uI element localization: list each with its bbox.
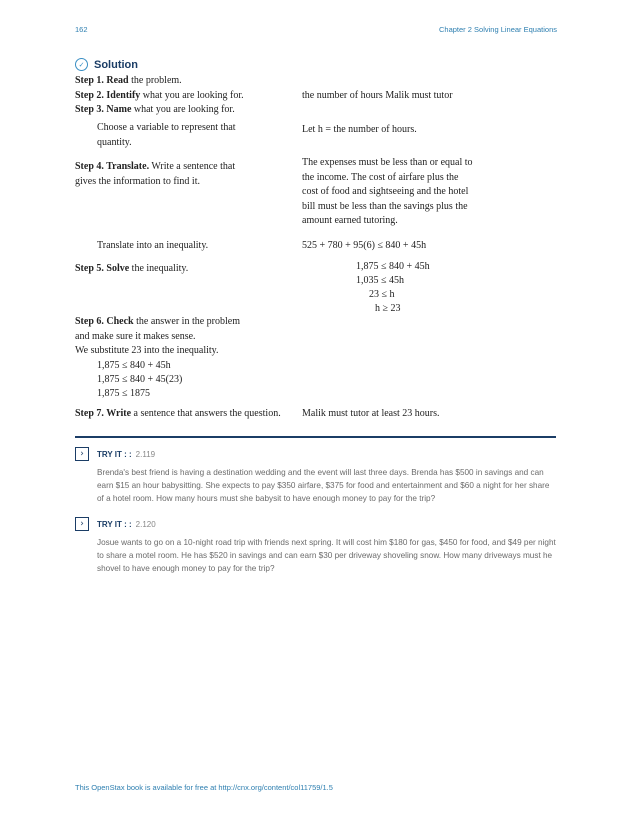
- check-circle-icon: ✓: [75, 58, 88, 71]
- step-2-answer: the number of hours Malik must tutor: [302, 90, 453, 101]
- try-it-label: TRY IT : :: [97, 449, 132, 459]
- solution-title: Solution: [94, 58, 138, 71]
- chapter-title: Chapter 2 Solving Linear Equations: [439, 25, 557, 34]
- step-4-answer: The expenses must be less than or equal to the income. The cost of airfare plus the cost of food and sightseeing and the hotel bill must be less than the savings plus the amount earned tutoring.: [302, 157, 473, 226]
- try-it-2-120-heading: [75, 517, 156, 531]
- step-3: Step 3. Name what you are looking for.: [75, 104, 235, 115]
- step-3-sub: Choose a variable to represent that quantity.: [97, 122, 236, 148]
- footer-link[interactable]: This OpenStax book is available for free at http://cnx.org/content/col11759/1.5: [75, 783, 333, 792]
- step-5-line-1: 1,875 ≤ 840 + 45h: [356, 261, 430, 272]
- solution-heading: [75, 58, 138, 71]
- page-number: 162: [75, 25, 88, 34]
- step-7-answer: Malik must tutor at least 23 hours.: [302, 408, 440, 419]
- step-5-line-4: h ≥ 23: [375, 303, 401, 314]
- step-5-line-2: 1,035 ≤ 45h: [356, 275, 404, 286]
- chevron-right-icon: ›: [75, 447, 89, 461]
- step-5-line-3: 23 ≤ h: [369, 289, 395, 300]
- step-2: Step 2. Identify what you are looking for.: [75, 90, 244, 101]
- exercise-number: 2.120: [135, 519, 156, 529]
- translate-label: Translate into an inequality.: [97, 240, 209, 251]
- try-it-2-119-heading: [75, 447, 155, 461]
- step-6-line-1: 1,875 ≤ 840 + 45h: [97, 360, 171, 371]
- chevron-right-icon: ›: [75, 517, 89, 531]
- step-6-line-3: 1,875 ≤ 1875: [97, 388, 150, 399]
- step-5: Step 5. Solve the inequality.: [75, 263, 189, 274]
- step-6: Step 6. Check the answer in the problem and make sure it makes sense. We substitute 23 into the inequality.: [75, 316, 240, 356]
- try-it-2-120-text: Josue wants to go on a 10-night road trip with friends next spring. It will cost him $180 for gas, $450 for food, and $49 per night to share a motel room. He has $520 in savings and can earn $30 per driveway shoveling snow. How many driveways must he shovel to have enough money to pay for the trip?: [97, 538, 556, 573]
- step-7: Step 7. Write a sentence that answers the question.: [75, 408, 281, 419]
- try-it-label: TRY IT : :: [97, 519, 132, 529]
- exercise-number: 2.119: [135, 449, 156, 459]
- section-divider: [75, 436, 556, 438]
- step-1: Step 1. Read the problem.: [75, 75, 182, 86]
- step-4: Step 4. Translate. Write a sentence that gives the information to find it.: [75, 161, 236, 187]
- translate-equation: 525 + 780 + 95(6) ≤ 840 + 45h: [302, 240, 427, 251]
- step-6-line-2: 1,875 ≤ 840 + 45(23): [97, 374, 183, 385]
- step-3-answer: Let h = the number of hours.: [302, 124, 417, 135]
- try-it-2-119-text: Brenda's best friend is having a destination wedding and the event will last three days. Brenda has $500 in savings and can earn $15 an hour babysitting. She expects to pay $350 airfare, $375 for food and entertainment and $60 a night for her share of a hotel room. How many hours must she babysit to have enough money to pay for the trip?: [97, 468, 550, 503]
